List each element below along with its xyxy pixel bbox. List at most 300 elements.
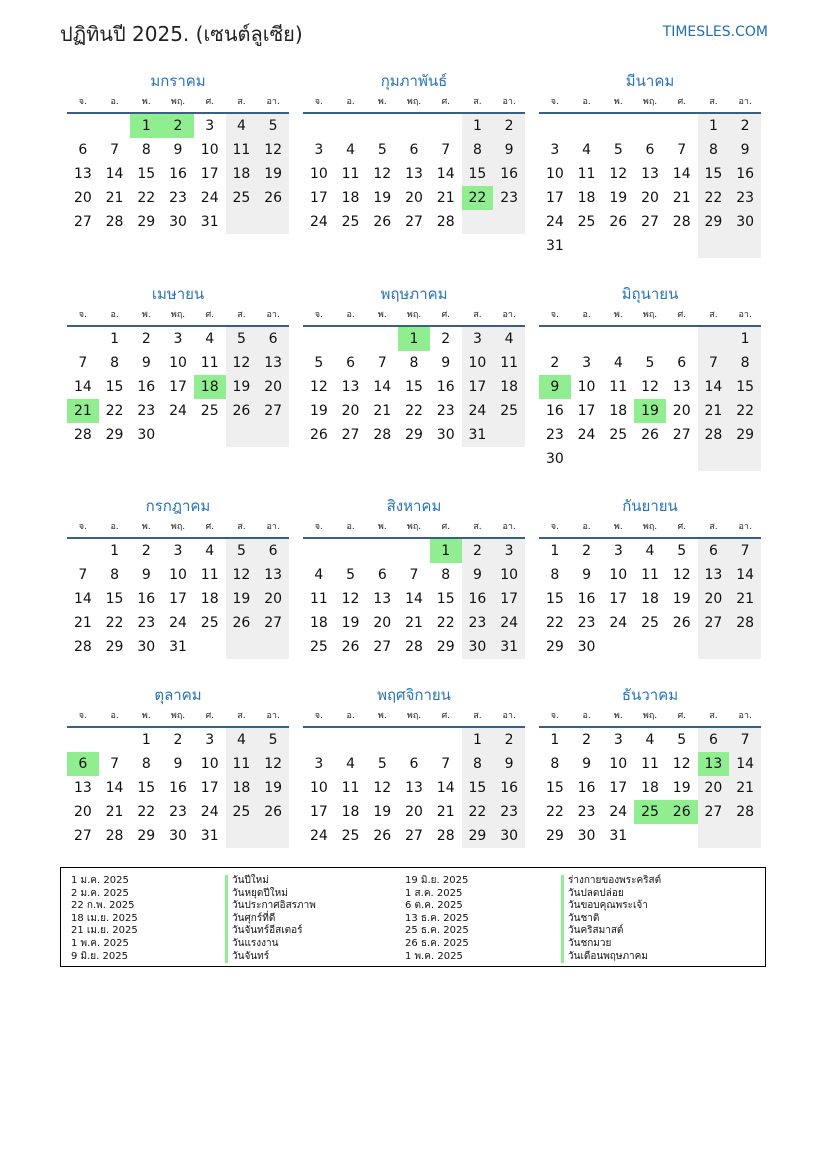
- weekday-label: จ.: [78, 522, 87, 532]
- day-cell: 5: [677, 732, 687, 748]
- day-cell: 11: [493, 351, 525, 375]
- empty-cell: [698, 635, 730, 659]
- day-cell: 30: [169, 828, 187, 844]
- empty-cell: [303, 728, 335, 752]
- weekday-label: ศ.: [441, 310, 451, 320]
- day-cell: 29: [436, 639, 455, 655]
- day-cell: 31: [200, 828, 219, 844]
- day-cell: 8: [462, 138, 494, 162]
- day-cell: 29: [462, 824, 494, 848]
- weekday-label: จ.: [314, 522, 323, 532]
- day-cell: 29: [105, 427, 124, 443]
- day-cell: 11: [341, 166, 360, 182]
- day-cell: 23: [577, 804, 596, 820]
- page-title: ปฏิทินปี 2025. (เซนต์ลูเซีย): [60, 22, 303, 46]
- day-cell: 25: [226, 186, 258, 210]
- day-cell: 20: [405, 190, 423, 206]
- day-cell: 19: [257, 162, 289, 186]
- empty-cell: [666, 327, 698, 351]
- day-cell: 27: [405, 828, 423, 844]
- day-cell: 9: [582, 756, 592, 772]
- day-cell: 7: [441, 142, 451, 158]
- weekday-label: อา.: [738, 97, 752, 107]
- weekday-label: พ.: [377, 97, 387, 107]
- weekday-label: ศ.: [677, 711, 687, 721]
- day-cell: 14: [105, 166, 124, 182]
- day-cell: 29: [545, 828, 564, 844]
- day-cell: 22: [698, 186, 730, 210]
- day-cell: 8: [409, 355, 419, 371]
- day-cell: 4: [582, 142, 592, 158]
- day-cell: 5: [226, 539, 258, 563]
- empty-cell: [303, 114, 335, 138]
- day-cell: 10: [545, 166, 564, 182]
- day-cell: 18: [493, 375, 525, 399]
- legend-holiday-name: วันชาติ: [561, 913, 661, 926]
- day-cell: 26: [257, 800, 289, 824]
- empty-cell: [666, 234, 698, 258]
- empty-cell: [729, 447, 761, 471]
- empty-cell: [602, 447, 634, 471]
- day-cell: 17: [493, 587, 525, 611]
- day-cell: 10: [462, 351, 494, 375]
- weekday-label: อา.: [502, 97, 516, 107]
- day-cell: 20: [698, 587, 730, 611]
- day-cell: 2: [493, 114, 525, 138]
- day-cell: 25: [309, 639, 328, 655]
- day-cell: 26: [226, 399, 258, 423]
- day-cell: 7: [698, 351, 730, 375]
- day-cell: 4: [226, 728, 258, 752]
- day-cell: 24: [169, 615, 187, 631]
- day-cell: 27: [672, 427, 691, 443]
- empty-cell: [430, 728, 462, 752]
- day-cell: 15: [462, 776, 494, 800]
- day-cell: 18: [226, 162, 258, 186]
- day-cell: 22: [105, 615, 124, 631]
- day-cell: 13: [73, 166, 92, 182]
- weekday-label: ศ.: [677, 97, 687, 107]
- day-cell: 9: [441, 355, 451, 371]
- legend-holiday-name: วันประกาศอิสรภาพ: [225, 900, 316, 913]
- day-cell: 19: [373, 804, 392, 820]
- day-cell: 16: [462, 587, 494, 611]
- day-cell: 13: [405, 780, 423, 796]
- empty-cell: [602, 327, 634, 351]
- day-cell: 3: [613, 543, 623, 559]
- month-calendar: [303, 684, 525, 848]
- day-cell: 10: [169, 567, 187, 583]
- day-cell: 9: [462, 563, 494, 587]
- day-cell: 1: [110, 543, 120, 559]
- month-title: มิถุนายน: [621, 285, 679, 303]
- day-cell: 6: [698, 539, 730, 563]
- day-cell: 5: [377, 142, 387, 158]
- month-title: เมษายน: [151, 285, 205, 303]
- empty-cell: [729, 234, 761, 258]
- day-cell: 28: [436, 214, 455, 230]
- empty-cell: [634, 327, 666, 351]
- day-cell: 1: [550, 543, 560, 559]
- day-cell: 12: [641, 379, 659, 395]
- weekday-label: อ.: [582, 711, 591, 721]
- day-grid: [67, 539, 289, 659]
- empty-cell: [335, 728, 367, 752]
- day-cell: 28: [672, 214, 691, 230]
- weekday-label: พฤ.: [170, 310, 186, 320]
- legend-date: 6 ต.ค. 2025: [405, 900, 463, 912]
- day-cell: 20: [341, 403, 360, 419]
- empty-cell: [539, 327, 571, 351]
- weekday-header: [539, 92, 761, 114]
- day-cell: 9: [493, 138, 525, 162]
- day-cell: 23: [493, 800, 525, 824]
- weekday-label: จ.: [78, 97, 87, 107]
- day-cell: 16: [137, 591, 156, 607]
- day-cell: 20: [641, 190, 659, 206]
- day-cell: 3: [314, 142, 324, 158]
- day-cell: 7: [110, 756, 120, 772]
- day-cell: 21: [105, 804, 124, 820]
- legend-date: 2 ม.ค. 2025: [71, 887, 129, 899]
- day-cell: 6: [257, 539, 289, 563]
- day-cell: 1: [729, 327, 761, 351]
- day-cell: 13: [698, 563, 730, 587]
- empty-cell: [571, 234, 603, 258]
- day-cell: 26: [672, 615, 691, 631]
- day-cell: 12: [341, 591, 360, 607]
- legend-holiday-name: วันแรงงาน: [225, 938, 316, 951]
- day-cell: 8: [110, 567, 120, 583]
- day-cell: 1: [430, 539, 462, 563]
- empty-cell: [539, 114, 571, 138]
- legend-date: 25 ธ.ค. 2025: [405, 925, 469, 937]
- day-cell: 17: [309, 190, 328, 206]
- empty-cell: [666, 824, 698, 848]
- weekday-label: ส.: [237, 97, 246, 107]
- weekday-label: ส.: [709, 97, 718, 107]
- weekday-label: อา.: [738, 522, 752, 532]
- day-cell: 12: [257, 752, 289, 776]
- day-cell: 3: [173, 331, 183, 347]
- weekday-label: พฤ.: [642, 522, 658, 532]
- day-cell: 26: [666, 800, 698, 824]
- empty-cell: [602, 114, 634, 138]
- weekday-label: จ.: [314, 310, 323, 320]
- day-grid: [539, 539, 761, 659]
- empty-cell: [729, 635, 761, 659]
- day-cell: 11: [341, 780, 360, 796]
- weekday-label: อา.: [266, 711, 280, 721]
- day-cell: 17: [169, 379, 187, 395]
- weekday-label: ศ.: [441, 97, 451, 107]
- day-cell: 9: [141, 567, 151, 583]
- day-cell: 1: [462, 114, 494, 138]
- weekday-label: จ.: [550, 310, 559, 320]
- day-cell: 6: [67, 752, 99, 776]
- legend-date: 19 มิ.ย. 2025: [405, 875, 469, 886]
- day-cell: 18: [609, 403, 628, 419]
- day-cell: 19: [226, 587, 258, 611]
- day-cell: 6: [645, 142, 655, 158]
- day-cell: 9: [729, 138, 761, 162]
- weekday-label: ส.: [473, 310, 482, 320]
- day-cell: 16: [436, 379, 455, 395]
- day-cell: 22: [137, 190, 156, 206]
- day-cell: 18: [341, 804, 360, 820]
- weekday-header: [303, 305, 525, 327]
- legend-holiday-name: วันปลดปล่อย: [561, 888, 661, 901]
- legend-holiday-name: วันคริสมาสต์: [561, 925, 661, 938]
- weekday-label: อา.: [266, 97, 280, 107]
- empty-cell: [493, 210, 525, 234]
- weekday-label: ส.: [473, 522, 482, 532]
- day-grid: [67, 327, 289, 447]
- empty-cell: [99, 114, 131, 138]
- day-cell: 26: [373, 214, 392, 230]
- empty-cell: [698, 824, 730, 848]
- day-cell: 30: [577, 639, 596, 655]
- day-cell: 11: [609, 379, 628, 395]
- weekday-label: พฤ.: [642, 97, 658, 107]
- legend-holiday-name: วันชกมวย: [561, 938, 661, 951]
- day-cell: 19: [609, 190, 628, 206]
- day-cell: 10: [200, 756, 219, 772]
- weekday-label: พฤ.: [170, 97, 186, 107]
- day-cell: 7: [729, 728, 761, 752]
- legend-date: 1 ส.ค. 2025: [405, 887, 463, 899]
- weekday-label: ศ.: [677, 522, 687, 532]
- weekday-label: อ.: [582, 310, 591, 320]
- day-cell: 3: [205, 118, 215, 134]
- weekday-label: อ.: [582, 97, 591, 107]
- day-cell: 13: [341, 379, 360, 395]
- weekday-label: จ.: [78, 711, 87, 721]
- weekday-label: พ.: [377, 711, 387, 721]
- day-cell: 28: [698, 423, 730, 447]
- empty-cell: [571, 447, 603, 471]
- day-cell: 4: [346, 142, 356, 158]
- day-cell: 27: [341, 427, 360, 443]
- day-cell: 21: [729, 776, 761, 800]
- month-title: กุมภาพันธ์: [380, 72, 448, 90]
- day-cell: 14: [436, 780, 455, 796]
- day-cell: 19: [373, 190, 392, 206]
- weekday-label: พ.: [141, 711, 151, 721]
- weekday-label: อา.: [266, 310, 280, 320]
- legend-holiday-name: วันขอบคุณพระเจ้า: [561, 900, 661, 913]
- day-cell: 6: [409, 142, 419, 158]
- day-cell: 13: [641, 166, 659, 182]
- day-cell: 28: [436, 828, 455, 844]
- weekday-label: อา.: [502, 310, 516, 320]
- day-cell: 24: [609, 804, 628, 820]
- day-grid: [539, 327, 761, 471]
- weekday-label: อ.: [346, 711, 355, 721]
- weekday-header: [539, 305, 761, 327]
- day-cell: 31: [609, 828, 628, 844]
- month-title: มกราคม: [150, 72, 206, 90]
- day-cell: 8: [550, 756, 560, 772]
- legend-holiday-name: วันศุกร์ที่ดี: [225, 913, 316, 926]
- day-cell: 3: [493, 539, 525, 563]
- month-title: สิงหาคม: [386, 497, 442, 515]
- weekday-label: ส.: [473, 711, 482, 721]
- legend-left-dates: [71, 875, 138, 963]
- site-link[interactable]: TIMESLES.COM: [662, 24, 768, 40]
- legend-holiday-name: ร่างกายของพระคริสต์: [561, 875, 661, 888]
- weekday-label: อ.: [110, 522, 119, 532]
- day-cell: 17: [169, 591, 187, 607]
- day-cell: 20: [698, 776, 730, 800]
- day-cell: 17: [545, 190, 564, 206]
- day-cell: 16: [137, 379, 156, 395]
- day-cell: 14: [73, 591, 92, 607]
- empty-cell: [398, 539, 430, 563]
- day-cell: 15: [729, 375, 761, 399]
- day-cell: 21: [698, 399, 730, 423]
- day-cell: 29: [105, 639, 124, 655]
- weekday-label: อา.: [502, 522, 516, 532]
- day-cell: 24: [200, 190, 219, 206]
- day-cell: 14: [436, 166, 455, 182]
- weekday-header: [539, 517, 761, 539]
- empty-cell: [729, 824, 761, 848]
- day-cell: 9: [173, 142, 183, 158]
- weekday-label: พฤ.: [406, 97, 422, 107]
- day-cell: 20: [257, 587, 289, 611]
- weekday-label: อ.: [346, 522, 355, 532]
- day-cell: 4: [205, 331, 215, 347]
- legend-holiday-name: วันจันทร์อีสเตอร์: [225, 925, 316, 938]
- day-cell: 20: [405, 804, 423, 820]
- weekday-label: อ.: [346, 97, 355, 107]
- day-cell: 27: [257, 611, 289, 635]
- day-cell: 23: [137, 403, 156, 419]
- day-cell: 16: [729, 162, 761, 186]
- day-cell: 29: [545, 639, 564, 655]
- weekday-label: พฤ.: [406, 711, 422, 721]
- day-cell: 15: [105, 591, 124, 607]
- empty-cell: [602, 635, 634, 659]
- day-cell: 10: [200, 142, 219, 158]
- weekday-label: พฤ.: [642, 711, 658, 721]
- day-cell: 15: [436, 591, 455, 607]
- day-cell: 6: [257, 327, 289, 351]
- day-cell: 13: [373, 591, 392, 607]
- month-title: มีนาคม: [625, 72, 675, 90]
- empty-cell: [226, 635, 258, 659]
- day-cell: 1: [141, 732, 151, 748]
- weekday-label: ศ.: [205, 310, 215, 320]
- legend-date: 9 มิ.ย. 2025: [71, 950, 128, 962]
- day-cell: 16: [577, 591, 596, 607]
- day-cell: 19: [309, 403, 328, 419]
- empty-cell: [366, 114, 398, 138]
- legend-date: 1 พ.ค. 2025: [405, 950, 463, 962]
- empty-cell: [257, 635, 289, 659]
- day-cell: 16: [545, 403, 564, 419]
- month-title: ตุลาคม: [154, 686, 202, 704]
- day-cell: 20: [257, 375, 289, 399]
- day-grid: [303, 327, 525, 447]
- day-cell: 4: [314, 567, 324, 583]
- day-cell: 30: [493, 824, 525, 848]
- day-cell: 24: [200, 804, 219, 820]
- day-cell: 22: [137, 804, 156, 820]
- empty-cell: [257, 210, 289, 234]
- day-cell: 10: [309, 780, 328, 796]
- day-cell: 28: [105, 828, 124, 844]
- day-cell: 4: [205, 543, 215, 559]
- weekday-header: [67, 305, 289, 327]
- day-cell: 8: [441, 567, 451, 583]
- empty-cell: [366, 728, 398, 752]
- day-cell: 9: [141, 355, 151, 371]
- empty-cell: [366, 539, 398, 563]
- day-cell: 25: [200, 403, 219, 419]
- month-calendar: [539, 283, 761, 471]
- month-calendar: [67, 70, 289, 234]
- day-cell: 23: [169, 804, 187, 820]
- day-cell: 17: [200, 780, 219, 796]
- legend-date: 1 พ.ค. 2025: [71, 937, 129, 949]
- day-cell: 8: [729, 351, 761, 375]
- day-cell: 21: [672, 190, 691, 206]
- weekday-label: อ.: [110, 310, 119, 320]
- weekday-label: ส.: [237, 711, 246, 721]
- day-cell: 2: [162, 114, 194, 138]
- weekday-label: ส.: [709, 522, 718, 532]
- weekday-label: พ.: [613, 711, 623, 721]
- empty-cell: [67, 114, 99, 138]
- day-cell: 1: [550, 732, 560, 748]
- day-cell: 2: [141, 331, 151, 347]
- day-cell: 15: [137, 166, 156, 182]
- day-cell: 10: [609, 756, 628, 772]
- month-title: พฤศจิกายน: [377, 686, 451, 704]
- day-cell: 31: [493, 635, 525, 659]
- legend-holiday-name: วันเดือนพฤษภาคม: [561, 951, 661, 964]
- weekday-header: [539, 706, 761, 728]
- day-cell: 9: [493, 752, 525, 776]
- day-cell: 5: [257, 728, 289, 752]
- day-cell: 2: [582, 543, 592, 559]
- day-cell: 23: [729, 186, 761, 210]
- day-cell: 22: [729, 399, 761, 423]
- day-cell: 22: [436, 615, 455, 631]
- weekday-label: พ.: [141, 310, 151, 320]
- day-cell: 7: [78, 567, 88, 583]
- empty-cell: [634, 635, 666, 659]
- day-cell: 23: [493, 186, 525, 210]
- day-cell: 6: [409, 756, 419, 772]
- day-cell: 28: [405, 639, 423, 655]
- weekday-label: ศ.: [205, 522, 215, 532]
- day-cell: 5: [257, 114, 289, 138]
- day-cell: 28: [373, 427, 392, 443]
- day-cell: 10: [577, 379, 596, 395]
- day-cell: 30: [137, 639, 156, 655]
- day-cell: 9: [539, 375, 571, 399]
- day-cell: 15: [137, 780, 156, 796]
- day-cell: 8: [141, 756, 151, 772]
- day-cell: 3: [550, 142, 560, 158]
- weekday-label: จ.: [550, 97, 559, 107]
- day-cell: 13: [73, 780, 92, 796]
- day-cell: 30: [462, 635, 494, 659]
- day-cell: 30: [729, 210, 761, 234]
